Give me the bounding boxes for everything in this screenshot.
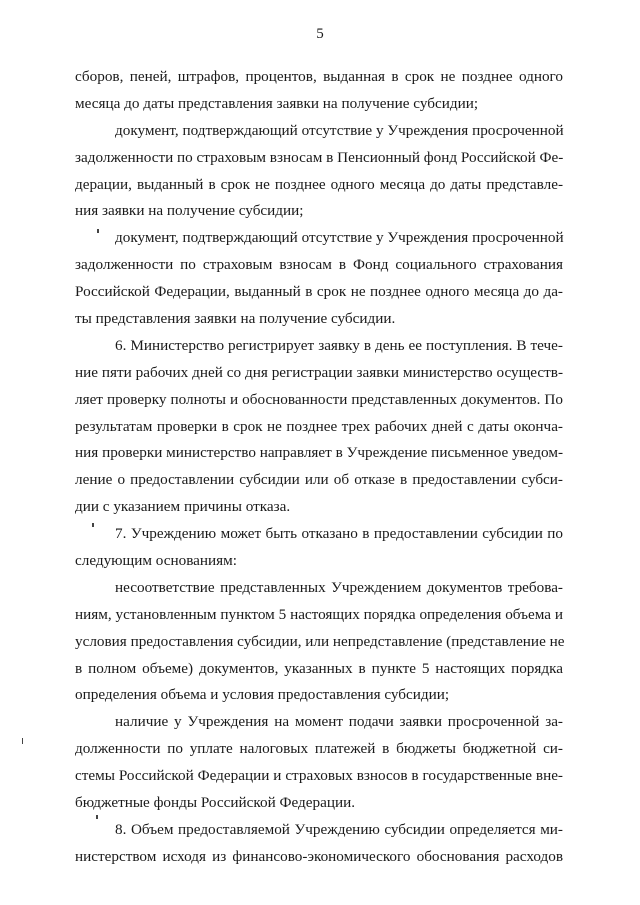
text-line: месяца до даты представления заявки на получение субсидии; bbox=[75, 94, 479, 112]
text-line: результатам проверки в срок не позднее трех рабочих дней с даты оконча- bbox=[75, 417, 563, 435]
scan-speck bbox=[97, 229, 99, 233]
text-line: 7. Учреждению может быть отказано в предоставлении субсидии по bbox=[115, 525, 563, 543]
text-line: ния проверки министерство направляет в Учреждение письменное уведом- bbox=[75, 444, 563, 462]
scan-speck bbox=[22, 738, 23, 744]
text-line: 8. Объем предоставляемой Учреждению субсидии определяется ми- bbox=[115, 820, 563, 838]
text-line: ляет проверку полноты и обоснованности представленных документов. По bbox=[75, 390, 563, 408]
text-line: дии с указанием причины отказа. bbox=[75, 498, 291, 516]
scan-speck bbox=[96, 815, 98, 819]
text-line: ния заявки на получение субсидии; bbox=[75, 202, 304, 220]
text-line: задолженности по страховым взносам в Пенсионный фонд Российской Фе- bbox=[75, 148, 564, 166]
text-line: Российской Федерации, выданный в срок не позднее одного месяца до да- bbox=[75, 283, 563, 301]
text-line: ние пяти рабочих дней со дня регистрации заявки министерство осуществ- bbox=[75, 363, 563, 381]
text-line: условия предоставления субсидии, или непредставление (представление не bbox=[75, 632, 565, 650]
text-line: ты представления заявки на получение субсидии. bbox=[75, 310, 396, 328]
text-line: дерации, выданный в срок не позднее одного месяца до даты представле- bbox=[75, 175, 563, 193]
text-line: нистерством исходя из финансово-экономического обоснования расходов bbox=[75, 847, 563, 865]
text-line: ниям, установленным пунктом 5 настоящих порядка определения объема и bbox=[75, 605, 563, 623]
text-line: определения объема и условия предоставления субсидии; bbox=[75, 686, 450, 704]
text-line: наличие у Учреждения на момент подачи заявки просроченной за- bbox=[115, 713, 563, 731]
text-line: 6. Министерство регистрирует заявку в день ее поступления. В тече- bbox=[115, 336, 563, 354]
scan-speck bbox=[92, 523, 94, 527]
text-line: ление о предоставлении субсидии или об отказе в предоставлении субси- bbox=[75, 471, 563, 489]
text-line: долженности по уплате налоговых платежей в бюджеты бюджетной си- bbox=[75, 740, 563, 758]
body-text bbox=[75, 64, 563, 871]
text-line: следующим основаниям: bbox=[75, 552, 237, 570]
text-line: документ, подтверждающий отсутствие у Учреждения просроченной bbox=[115, 121, 564, 139]
page-number: 5 bbox=[316, 26, 324, 42]
text-line: документ, подтверждающий отсутствие у Учреждения просроченной bbox=[115, 229, 564, 247]
text-line: несоответствие представленных Учреждением документов требова- bbox=[115, 578, 563, 596]
text-line: сборов, пеней, штрафов, процентов, выданная в срок не позднее одного bbox=[75, 68, 563, 85]
text-line: в полном объеме) документов, указанных в пункте 5 настоящих порядка bbox=[75, 659, 563, 677]
text-line: стемы Российской Федерации и страховых взносов в государственные вне- bbox=[75, 767, 563, 785]
text-line: задолженности по страховым взносам в Фонд социального страхования bbox=[75, 256, 563, 274]
text-line: бюджетные фонды Российской Федерации. bbox=[75, 794, 356, 812]
